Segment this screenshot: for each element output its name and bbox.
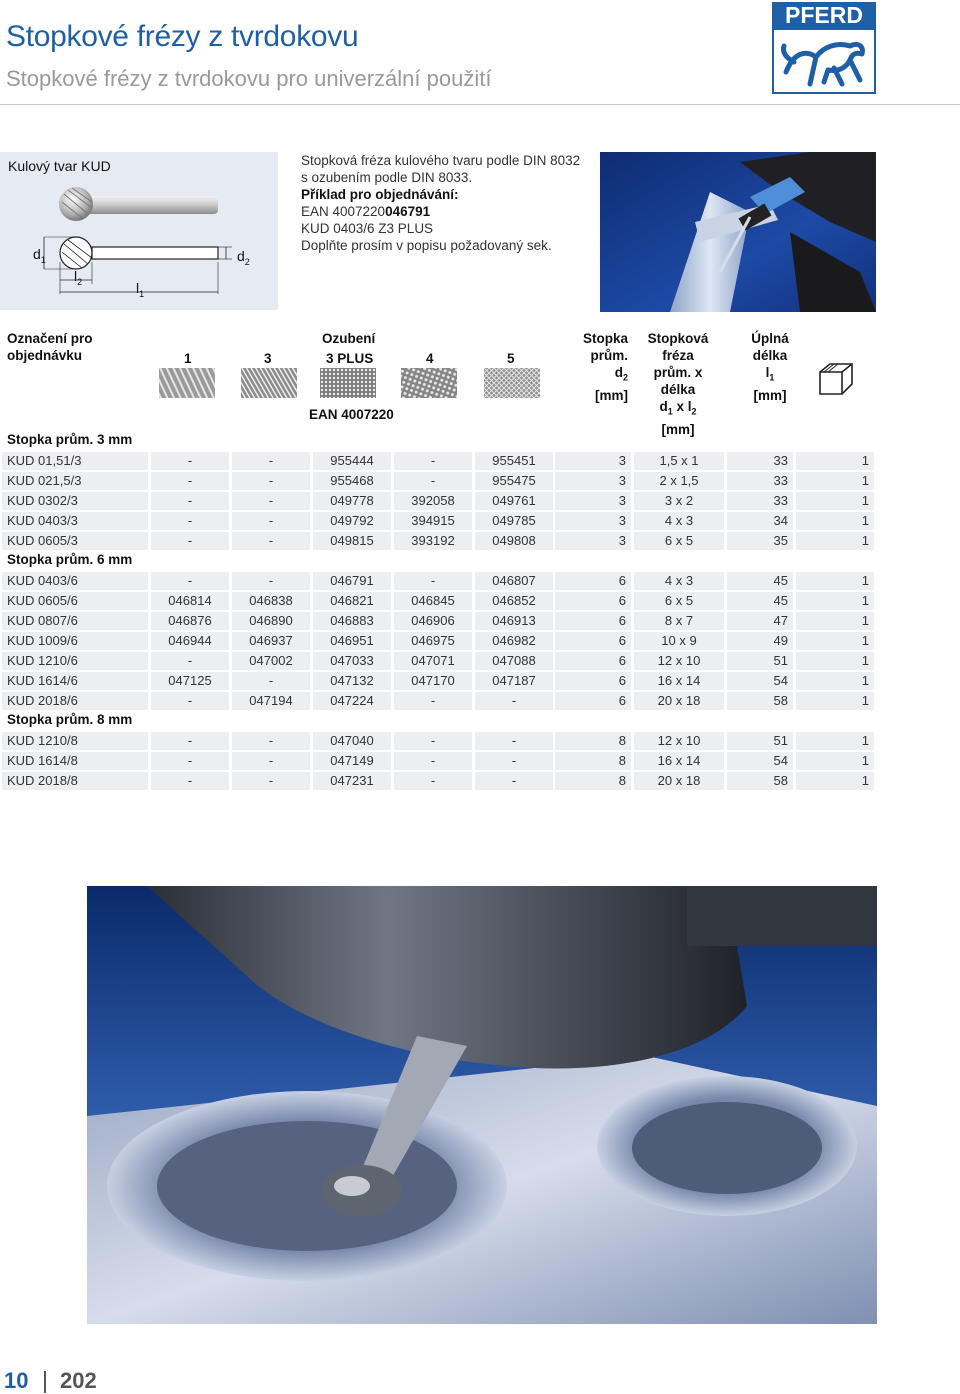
table-cell: 049778 — [313, 492, 391, 510]
length-line1: Úplná — [751, 331, 789, 346]
table-cell: 046876 — [151, 612, 229, 630]
cutter-line2: fréza — [662, 348, 694, 363]
table-cell: 33 — [727, 452, 793, 470]
shape-label: Kulový tvar KUD — [8, 158, 111, 174]
table-row — [0, 752, 960, 770]
shank-d-sub: 2 — [622, 372, 628, 383]
table-cell: 6 — [555, 692, 631, 710]
table-cell: 16 x 14 — [634, 672, 724, 690]
table-cell: 047132 — [313, 672, 391, 690]
order-code-cell: KUD 0403/3 — [2, 512, 148, 530]
table-row — [0, 732, 960, 750]
ean-prefix-header: EAN 4007220 — [309, 407, 394, 422]
cutter-unit: [mm] — [661, 421, 695, 437]
toothing-header: Ozubení — [322, 331, 376, 346]
dim-d1-sub: 1 — [40, 254, 46, 265]
table-cell: 1 — [796, 572, 874, 590]
table-cell: 047071 — [394, 652, 472, 670]
table-cell: 3 x 2 — [634, 492, 724, 510]
table-cell: 046791 — [313, 572, 391, 590]
table-cell: 33 — [727, 492, 793, 510]
table-cell: - — [232, 672, 310, 690]
table-cell: 1 — [796, 492, 874, 510]
table-cell: 047194 — [232, 692, 310, 710]
order-code-cell: KUD 0302/3 — [2, 492, 148, 510]
desc-line-2: s ozubením podle DIN 8033. — [301, 170, 473, 185]
table-cell: - — [475, 772, 553, 790]
order-code-cell: KUD 0807/6 — [2, 612, 148, 630]
table-cell: 2 x 1,5 — [634, 472, 724, 490]
cutter-l2: x l — [672, 399, 692, 414]
table-cell: 4 x 3 — [634, 512, 724, 530]
order-code-cell: KUD 0605/6 — [2, 592, 148, 610]
order-ean — [301, 203, 580, 220]
table-cell: - — [151, 452, 229, 470]
table-cell: - — [475, 732, 553, 750]
table-cell: 046890 — [232, 612, 310, 630]
table-cell: - — [232, 512, 310, 530]
table-cell: 6 — [555, 592, 631, 610]
table-cell: - — [232, 452, 310, 470]
dim-l2-sub: 2 — [77, 276, 83, 287]
table-cell: 8 — [555, 772, 631, 790]
order-code-cell: KUD 1009/6 — [2, 632, 148, 650]
header-divider — [0, 104, 960, 105]
tooth-3-label: 3 — [264, 351, 272, 366]
table-cell: 1,5 x 1 — [634, 452, 724, 470]
table-cell: 394915 — [394, 512, 472, 530]
table-cell: 1 — [796, 652, 874, 670]
order-code-cell: KUD 2018/8 — [2, 772, 148, 790]
dim-l1-sub: 1 — [139, 288, 145, 299]
table-cell: 046838 — [232, 592, 310, 610]
table-cell: 049792 — [313, 512, 391, 530]
section-title: Stopka prům. 8 mm — [7, 712, 133, 727]
length-l1: l — [765, 365, 770, 380]
table-cell: 51 — [727, 652, 793, 670]
table-cell: - — [394, 472, 472, 490]
table-cell: 45 — [727, 592, 793, 610]
table-cell: - — [232, 732, 310, 750]
shank-line3 — [568, 364, 628, 387]
table-cell: 3 — [555, 532, 631, 550]
length-l1-sub: 1 — [769, 372, 775, 383]
table-cell: - — [394, 752, 472, 770]
table-cell: - — [475, 752, 553, 770]
cutter-line3: prům. x — [653, 365, 703, 380]
table-cell: 047002 — [232, 652, 310, 670]
shank-d: d — [614, 365, 623, 380]
table-row — [0, 472, 960, 490]
table-cell: 047040 — [313, 732, 391, 750]
package-box-icon — [818, 362, 854, 396]
table-cell: 8 — [555, 732, 631, 750]
table-cell: - — [151, 492, 229, 510]
table-cell: 046852 — [475, 592, 553, 610]
dim-d2 — [237, 248, 250, 267]
table-row — [0, 452, 960, 470]
order-code: KUD 0403/6 Z3 PLUS — [301, 221, 434, 236]
tooth-3-swatch — [241, 368, 297, 398]
table-cell: - — [151, 652, 229, 670]
cutter-line1: Stopková — [647, 331, 709, 346]
table-cell: - — [232, 532, 310, 550]
page-number-left: 10 — [4, 1368, 29, 1393]
table-cell: 046814 — [151, 592, 229, 610]
logo-text: PFERD — [785, 2, 863, 28]
table-cell: 046906 — [394, 612, 472, 630]
length-line2: délka — [752, 348, 788, 363]
table-cell: 58 — [727, 692, 793, 710]
table-cell: 047033 — [313, 652, 391, 670]
application-photo-machining — [87, 886, 877, 1324]
tooth-5-swatch — [484, 368, 540, 398]
table-row — [0, 592, 960, 610]
cutter-d1: d — [659, 399, 668, 414]
tooth-4-swatch — [401, 368, 457, 398]
shank-line1: Stopka — [582, 331, 628, 346]
table-cell: 955444 — [313, 452, 391, 470]
table-cell: 047088 — [475, 652, 553, 670]
table-cell: 35 — [727, 532, 793, 550]
cutter-l2-sub: 2 — [691, 406, 697, 417]
table-row — [0, 532, 960, 550]
table-cell: 6 — [555, 572, 631, 590]
ean-number: 046791 — [385, 204, 431, 219]
table-cell: 6 x 5 — [634, 532, 724, 550]
table-cell: - — [232, 752, 310, 770]
table-row — [0, 492, 960, 510]
table-cell: 1 — [796, 692, 874, 710]
table-cell: 1 — [796, 672, 874, 690]
dim-l2 — [74, 268, 82, 287]
table-cell: 10 x 9 — [634, 632, 724, 650]
table-cell: 58 — [727, 772, 793, 790]
page-number-right: 202 — [60, 1368, 97, 1393]
table-cell: - — [151, 512, 229, 530]
length-line3 — [736, 364, 804, 387]
table-cell: 046821 — [313, 592, 391, 610]
table-cell: 047170 — [394, 672, 472, 690]
table-cell: - — [151, 732, 229, 750]
ean-prefix: EAN 4007220 — [301, 204, 386, 219]
table-cell: 8 — [555, 752, 631, 770]
order-example-label: Příklad pro objednávání: — [301, 187, 459, 202]
tooth-1-swatch — [159, 368, 215, 398]
table-cell: 6 — [555, 632, 631, 650]
table-cell: 046944 — [151, 632, 229, 650]
application-photo-grinding — [600, 152, 876, 312]
table-cell: 955451 — [475, 452, 553, 470]
desc-line-1: Stopková fréza kulového tvaru podle DIN 8032 — [301, 153, 581, 168]
table-row — [0, 692, 960, 710]
table-cell: 047149 — [313, 752, 391, 770]
order-code-cell: KUD 1210/6 — [2, 652, 148, 670]
table-cell: - — [394, 692, 472, 710]
length-unit: [mm] — [753, 387, 787, 403]
table-row — [0, 632, 960, 650]
table-cell: 4 x 3 — [634, 572, 724, 590]
order-code-cell: KUD 2018/6 — [2, 692, 148, 710]
table-cell: 046937 — [232, 632, 310, 650]
cutter-line5 — [636, 398, 720, 421]
dim-d2-sub: 2 — [244, 256, 250, 267]
table-cell: - — [232, 772, 310, 790]
table-cell: - — [151, 772, 229, 790]
table-cell: 3 — [555, 452, 631, 470]
table-cell: 1 — [796, 532, 874, 550]
table-row — [0, 652, 960, 670]
table-cell: 1 — [796, 592, 874, 610]
table-cell: 046982 — [475, 632, 553, 650]
tooth-4-label: 4 — [426, 351, 434, 366]
table-cell: - — [151, 572, 229, 590]
cutter-size-header — [636, 330, 720, 438]
cutter-d1-sub: 1 — [667, 406, 673, 417]
tooth-5-label: 5 — [507, 351, 515, 366]
table-cell: 046975 — [394, 632, 472, 650]
col-order-line1: Označení pro — [7, 331, 93, 346]
col-order-line2: objednávku — [7, 348, 83, 363]
table-cell: 047224 — [313, 692, 391, 710]
table-cell: - — [151, 692, 229, 710]
order-code-cell: KUD 1614/6 — [2, 672, 148, 690]
table-cell: 16 x 14 — [634, 752, 724, 770]
section-title: Stopka prům. 6 mm — [7, 552, 133, 567]
table-cell: 54 — [727, 752, 793, 770]
table-row — [0, 612, 960, 630]
page-number-divider — [44, 1371, 46, 1393]
table-cell: 955468 — [313, 472, 391, 490]
table-cell: 1 — [796, 772, 874, 790]
table-cell: 3 — [555, 472, 631, 490]
table-cell: - — [394, 452, 472, 470]
shank-note: Doplňte prosím v popisu požadovaný sek. — [301, 238, 552, 253]
table-cell: 049808 — [475, 532, 553, 550]
table-cell: 049785 — [475, 512, 553, 530]
table-cell: 049815 — [313, 532, 391, 550]
table-cell: 8 x 7 — [634, 612, 724, 630]
table-cell: 3 — [555, 492, 631, 510]
dim-d2-text: d — [237, 248, 245, 264]
table-cell: 046913 — [475, 612, 553, 630]
table-cell: - — [475, 692, 553, 710]
table-cell: 392058 — [394, 492, 472, 510]
section-title: Stopka prům. 3 mm — [7, 432, 133, 447]
page-title: Stopkové frézy z tvrdokovu — [6, 20, 359, 53]
cutter-line4: délka — [660, 382, 696, 397]
tool-diagram — [0, 152, 278, 310]
table-row — [0, 772, 960, 790]
table-cell: 046883 — [313, 612, 391, 630]
tooth-1-label: 1 — [184, 351, 192, 366]
table-cell: 047187 — [475, 672, 553, 690]
shank-line2: prům. — [590, 348, 628, 363]
table-cell: 6 — [555, 672, 631, 690]
order-code-cell: KUD 0605/3 — [2, 532, 148, 550]
table-cell: 6 x 5 — [634, 592, 724, 610]
dim-l1 — [136, 280, 144, 299]
table-cell: 049761 — [475, 492, 553, 510]
tooth-3plus-label: 3 PLUS — [326, 351, 374, 366]
table-cell: 1 — [796, 472, 874, 490]
table-cell: - — [232, 572, 310, 590]
table-cell: 20 x 18 — [634, 772, 724, 790]
shank-diameter-header — [568, 330, 628, 404]
dim-d1 — [33, 246, 46, 265]
order-code-cell: KUD 1210/8 — [2, 732, 148, 750]
table-cell: 393192 — [394, 532, 472, 550]
table-cell: 046807 — [475, 572, 553, 590]
table-cell: 1 — [796, 512, 874, 530]
table-cell: - — [151, 472, 229, 490]
table-cell: 51 — [727, 732, 793, 750]
table-cell: - — [232, 492, 310, 510]
table-cell: 047125 — [151, 672, 229, 690]
order-code-cell: KUD 0403/6 — [2, 572, 148, 590]
table-cell: 34 — [727, 512, 793, 530]
table-cell: - — [394, 772, 472, 790]
table-row — [0, 572, 960, 590]
table-cell: 046951 — [313, 632, 391, 650]
table-cell: - — [151, 532, 229, 550]
table-cell: 1 — [796, 732, 874, 750]
table-cell: - — [232, 472, 310, 490]
total-length-header — [736, 330, 804, 404]
table-cell: 47 — [727, 612, 793, 630]
table-cell: 6 — [555, 652, 631, 670]
order-code-cell: KUD 01,51/3 — [2, 452, 148, 470]
table-cell: 33 — [727, 472, 793, 490]
col-order-header — [7, 330, 93, 364]
page-subtitle: Stopkové frézy z tvrdokovu pro univerzální použití — [6, 66, 492, 91]
shank-unit: [mm] — [595, 387, 628, 403]
table-cell: - — [394, 732, 472, 750]
table-cell: 047231 — [313, 772, 391, 790]
table-cell: 6 — [555, 612, 631, 630]
table-cell: 12 x 10 — [634, 652, 724, 670]
table-cell: 12 x 10 — [634, 732, 724, 750]
order-code-cell: KUD 1614/8 — [2, 752, 148, 770]
table-cell: - — [394, 572, 472, 590]
table-cell: 1 — [796, 612, 874, 630]
product-table — [0, 432, 960, 792]
table-row — [0, 672, 960, 690]
product-info — [301, 152, 580, 254]
table-cell: 3 — [555, 512, 631, 530]
dim-l1-text: l — [136, 280, 140, 296]
table-cell: 955475 — [475, 472, 553, 490]
table-cell: 046845 — [394, 592, 472, 610]
table-cell: 1 — [796, 752, 874, 770]
dim-d1-text: d — [33, 246, 41, 262]
table-cell: - — [151, 752, 229, 770]
table-cell: 45 — [727, 572, 793, 590]
pferd-logo — [772, 2, 876, 94]
table-cell: 49 — [727, 632, 793, 650]
table-cell: 1 — [796, 452, 874, 470]
table-row — [0, 512, 960, 530]
table-cell: 1 — [796, 632, 874, 650]
table-cell: 20 x 18 — [634, 692, 724, 710]
table-cell: 54 — [727, 672, 793, 690]
tooth-3plus-swatch — [320, 368, 376, 398]
order-code-cell: KUD 021,5/3 — [2, 472, 148, 490]
dim-l2-text: l — [74, 268, 78, 284]
